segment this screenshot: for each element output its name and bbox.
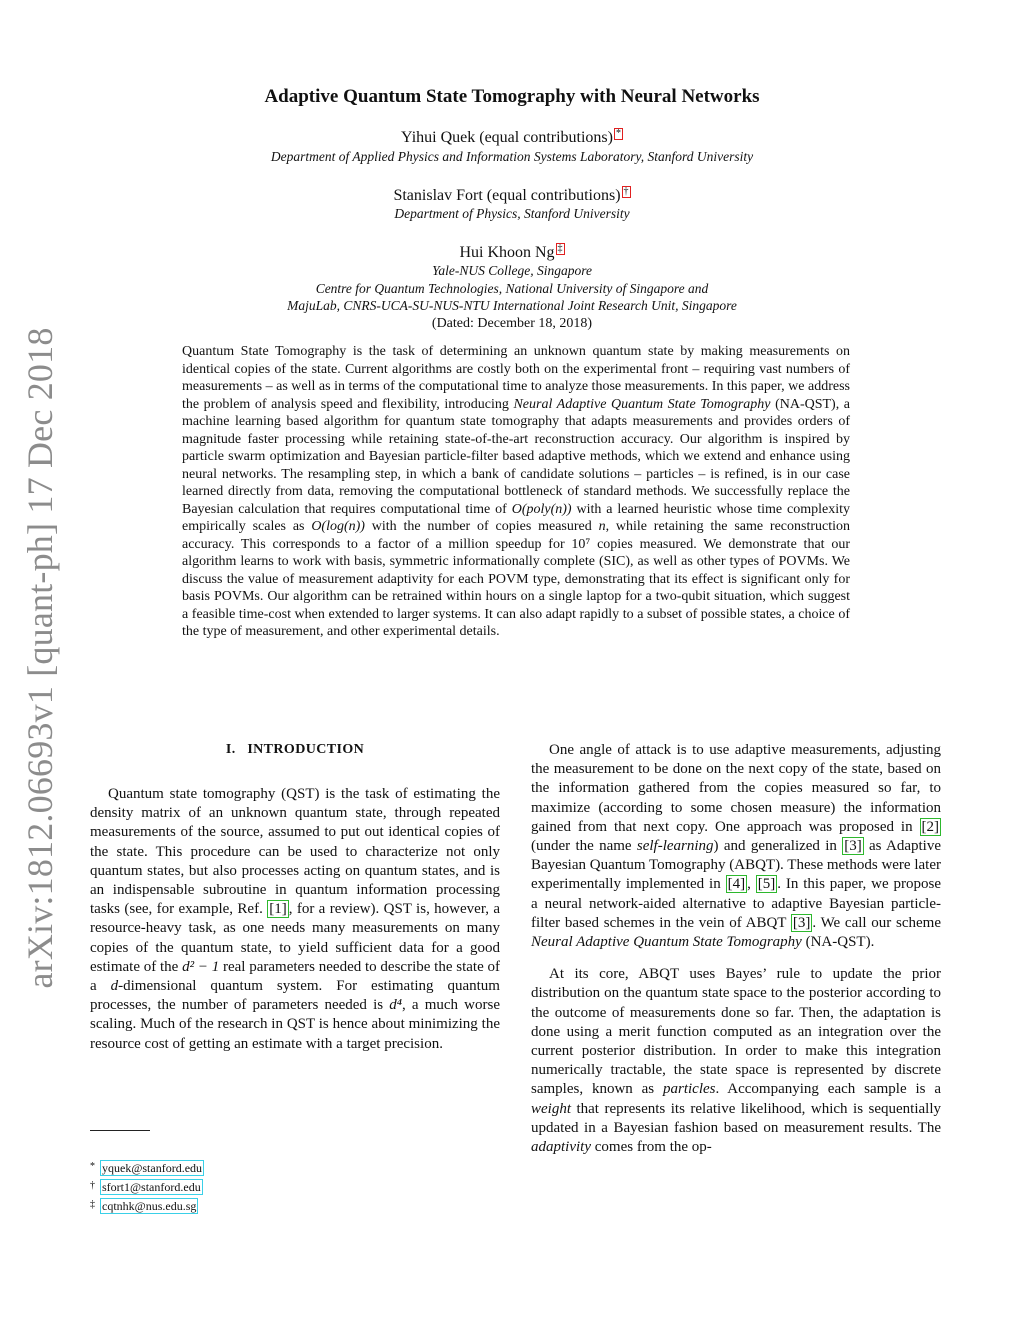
- paragraph-text: At its core, ABQT uses Bayes’ rule to update the prior distribution on the quantum state space to the posterior according to the outcome of measurements done so far. Then, the adaptation is done using a merit function computed as an integration over the current posterior distribution. In order to make this integration numerically tractable, the state space is represented by discrete samples, known as: [531, 966, 941, 1098]
- citation-link[interactable]: [5]: [757, 876, 776, 893]
- arxiv-identifier[interactable]: arXiv:1812.06693v1 [quant-ph] 17 Dec 2018: [20, 327, 60, 989]
- paragraph-text: ,: [747, 876, 756, 893]
- abstract-text: , while retaining the same reconstruction accuracy. This corresponds to a factor of a million speedup for: [182, 519, 850, 552]
- footnote-item: [90, 1177, 204, 1196]
- math-expression: O(log(n)): [311, 519, 365, 534]
- section-title: INTRODUCTION: [247, 742, 365, 757]
- abstract-text: with a learned heuristic whose time complexity empirically scales as: [182, 501, 850, 534]
- math-expression: d⁴: [389, 997, 402, 1014]
- math-expression: d: [110, 978, 119, 995]
- author-2-affiliation: Department of Physics, Stanford University: [394, 206, 630, 221]
- paragraph-text: . Accompanying each sample is a: [715, 1081, 942, 1098]
- emphasis: adaptivity: [531, 1139, 591, 1156]
- abstract-text: copies measured. We demonstrate that our algorithm learns to work with basis, symmetric informationally complete (SIC), as well as other types of POVMs. We discuss the value of measurement adaptivity for each POVM type, demonstrating that its effect is significant only for basis POVMs. Our algorithm can be retrained within hours on a single laptop for a two-qubit situation, which suggest a feasible time-cost when extended to larger systems. It can also adapt rapidly to a subset of possible states, a choice of the type of measurement, and other experimental details.: [182, 536, 850, 639]
- paragraph-text: (NA-QST).: [801, 934, 875, 951]
- paragraph-text: , for a review). QST is, however, a resource-heavy task, as one needs many measurements on many copies of the quantum state, to yield sufficient data for a good estimate of the: [90, 901, 500, 975]
- footnotes: [90, 1158, 204, 1215]
- arxiv-stamp: [18, 327, 62, 989]
- emphasis: weight: [531, 1100, 571, 1117]
- author-1: [0, 128, 1024, 147]
- author-name: Stanislav Fort (equal contributions): [393, 187, 621, 204]
- paragraph-text: ) and generalized in: [713, 838, 843, 855]
- paper-title: Adaptive Quantum State Tomography with Neural Networks: [264, 86, 760, 107]
- abstract-text: (NA-QST), a machine learning based algorithm for quantum state tomography that adapts measurements and provides orders of magnitude faster processing while retaining state-of-the-art reconstruction accuracy. Our algorithm is inspired by particle swarm optimization and Bayesian particle-filter based adaptive methods, which we extend and enhance using neural networks. The resampling step, in which a bank of candidate solutions – particles – is refined, is in our case learned directly from data, removing the computational bottleneck of standard methods. We successfully replace the Bayesian calculation that requires computational time of: [182, 396, 850, 517]
- math-expression: d² − 1: [182, 958, 220, 975]
- dated-line: (Dated: December 18, 2018): [431, 316, 593, 331]
- footnote-symbol: ‡: [90, 1199, 95, 1210]
- abstract: [182, 343, 850, 641]
- author-3-affiliation-3: MajuLab, CNRS-UCA-SU-NUS-NTU International Joint Research Unit, Singapore: [287, 298, 737, 313]
- author-name: Hui Khoon Ng: [459, 244, 555, 261]
- footnote-symbol: *: [90, 1161, 95, 1172]
- section-heading: [90, 742, 500, 758]
- paragraph: [531, 965, 941, 1157]
- author-2: [0, 186, 1024, 205]
- paragraph-text: Quantum state tomography (QST) is the task of estimating the density matrix of an unknown quantum state, through repeated measurements of the source, assumed to put out identical copies of the state. This procedure can be used to characterize not only quantum states, but also processes acting on quantum states, and is an indispensable subroutine in quantum information processing tasks (see, for example, Ref.: [90, 786, 500, 918]
- paragraph-text: -dimensional quantum system. For estimating quantum processes, the number of parameters needed is: [90, 978, 500, 1014]
- paragraph-text: One angle of attack is to use adaptive measurements, adjusting the measurement to be done on the next copy of the state, based on the information gathered from the copies measured so far, to maximize (according to some chosen measure) the information gained from that next copy. One approach was proposed in: [531, 742, 941, 835]
- author-3-affiliation-1: Yale-NUS College, Singapore: [432, 263, 592, 278]
- citation-link[interactable]: [4]: [727, 876, 746, 893]
- abstract-text: with the number of copies measured: [364, 519, 599, 534]
- paragraph-text: , a much worse scaling. Much of the research in QST is hence about minimizing the resource cost of getting an estimate with a target precision.: [90, 997, 500, 1052]
- citation-link[interactable]: [1]: [269, 901, 287, 918]
- author-3: [0, 243, 1024, 262]
- footnote-symbol: †: [90, 1180, 95, 1191]
- email-link[interactable]: cqtnhk@nus.edu.sg: [102, 1199, 197, 1213]
- paragraph-text: as Adaptive Bayesian Quantum Tomography (ABQT). These methods were later experimentally implemented in: [531, 838, 941, 893]
- emphasis: particles: [663, 1081, 716, 1098]
- paragraph-text: real parameters needed to describe the state of a: [90, 958, 500, 995]
- math-expression: 10⁷: [571, 536, 591, 552]
- author-1-affiliation: Department of Applied Physics and Information Systems Laboratory, Stanford University: [270, 149, 754, 164]
- intro-left-column: [90, 785, 500, 1054]
- citation-link[interactable]: [2]: [921, 818, 939, 835]
- paragraph: [90, 785, 500, 1054]
- emphasis: Neural Adaptive Quantum State Tomography: [531, 934, 802, 951]
- footnote-link[interactable]: *: [615, 128, 621, 139]
- intro-right-column: [531, 741, 941, 1157]
- citation-link[interactable]: [3]: [792, 914, 811, 931]
- paragraph-text: comes from the op-: [591, 1139, 712, 1156]
- footnote-item: [90, 1196, 204, 1215]
- math-expression: O(poly(n)): [511, 501, 572, 517]
- footnote-item: [90, 1158, 204, 1177]
- emphasis: self-learning: [636, 838, 714, 855]
- footnote-divider: [90, 1130, 150, 1131]
- email-link[interactable]: sfort1@stanford.edu: [102, 1180, 201, 1194]
- paragraph-text: . We call our scheme: [812, 914, 941, 931]
- paragraph: [531, 741, 941, 952]
- math-expression: n: [598, 519, 606, 534]
- section-number: I.: [225, 742, 236, 757]
- citation-link[interactable]: [3]: [844, 838, 862, 855]
- abstract-emphasis: Neural Adaptive Quantum State Tomography: [513, 396, 771, 412]
- author-name: Yihui Quek (equal contributions): [401, 129, 613, 146]
- email-link[interactable]: yquek@stanford.edu: [102, 1161, 203, 1175]
- footnote-link[interactable]: †: [623, 186, 629, 197]
- paragraph-text: that represents its relative likelihood, which is sequentially updated in a Bayesian fashion based on measurement results. The: [531, 1100, 941, 1136]
- paragraph-text: . In this paper, we propose a neural network-aided alternative to adaptive Bayesian particle-filter based schemes in the vein of ABQT: [531, 876, 942, 931]
- abstract-text: Quantum State Tomography is the task of determining an unknown quantum state by making measurements on identical copies of the state. Current algorithms are costly both on the experimental front – requiring vast numbers of measurements – as well as in terms of the computational time to analyze those measurements. In this paper, we address the problem of analysis speed and flexibility, introducing: [182, 344, 850, 412]
- paragraph-text: (under the name: [531, 838, 637, 855]
- footnote-link[interactable]: ‡: [557, 243, 563, 254]
- author-3-affiliation-2: Centre for Quantum Technologies, National University of Singapore and: [315, 281, 709, 296]
